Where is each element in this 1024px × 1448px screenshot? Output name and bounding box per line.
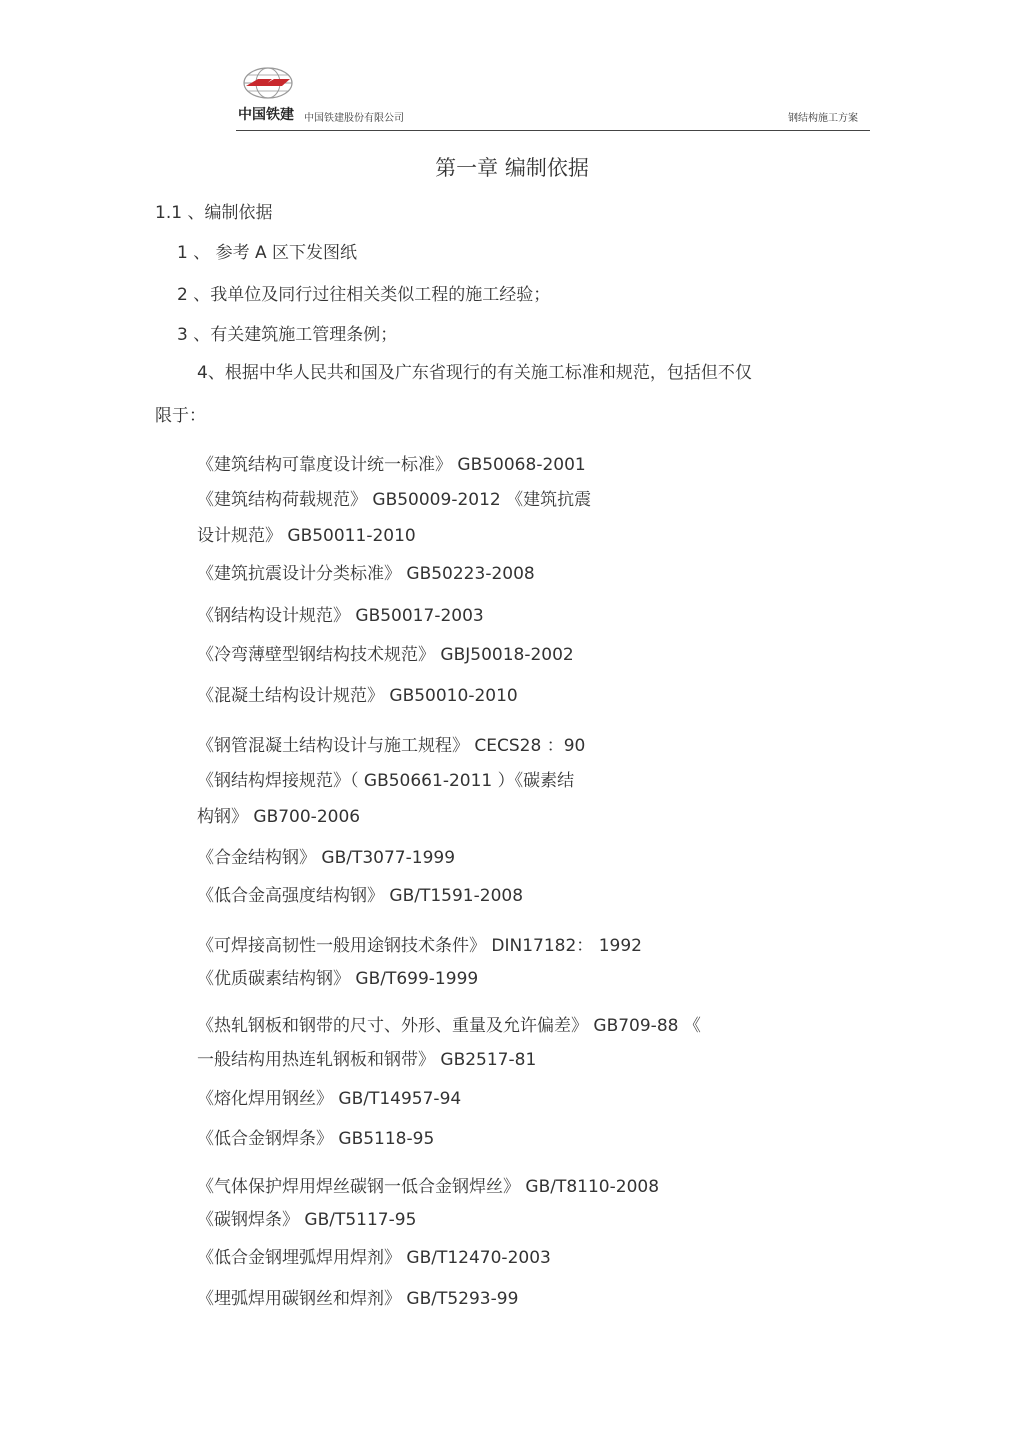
document-title: 钢结构施工方案 xyxy=(788,113,858,124)
standard-line: 《低合金高强度结构钢》 GB/T1591-2008 xyxy=(197,886,524,906)
standard-line: 《合金结构钢》 GB/T3077-1999 xyxy=(197,848,456,868)
chapter-title: 第一章 编制依据 xyxy=(435,156,589,180)
standard-line: 《熔化焊用钢丝》 GB/T14957-94 xyxy=(197,1089,462,1109)
list-item: 1 、 参考 A 区下发图纸 xyxy=(177,243,358,263)
standard-line: 《埋弧焊用碳钢丝和焊剂》 GB/T5293-99 xyxy=(197,1289,519,1309)
standard-line: 《低合金钢焊条》 GB5118-95 xyxy=(197,1129,435,1149)
standard-line: 构钢》 GB700-2006 xyxy=(197,807,361,827)
list-item: 4、根据中华人民共和国及广东省现行的有关施工标准和规范，包括但不仅 xyxy=(197,363,752,383)
logo-text: 中国铁建 xyxy=(238,107,294,123)
crcc-logo xyxy=(236,66,300,122)
crcc-globe-icon xyxy=(242,66,294,100)
list-item: 2 、我单位及同行过往相关类似工程的施工经验； xyxy=(177,285,551,305)
standard-line: 《冷弯薄壁型钢结构技术规范》 GBJ50018-2002 xyxy=(197,645,574,665)
standard-line: 《建筑结构荷载规范》 GB50009-2012 《建筑抗震 xyxy=(197,490,592,510)
standard-line: 《气体保护焊用焊丝碳钢一低合金钢焊丝》 GB/T8110-2008 xyxy=(197,1177,660,1197)
page-header xyxy=(236,62,870,131)
standard-line: 《混凝土结构设计规范》 GB50010-2010 xyxy=(197,686,518,706)
standard-line: 《钢管混凝土结构设计与施工规程》 CECS28 ：90 xyxy=(197,736,586,756)
standard-line: 设计规范》 GB50011-2010 xyxy=(197,526,416,546)
standard-line: 《低合金钢埋弧焊用焊剂》 GB/T12470-2003 xyxy=(197,1248,551,1268)
company-name: 中国铁建股份有限公司 xyxy=(304,113,404,124)
standard-line: 一般结构用热连轧钢板和钢带》 GB2517-81 xyxy=(197,1050,537,1070)
list-item: 限于： xyxy=(155,406,206,426)
standard-line: 《钢结构焊接规范》（ GB50661-2011 ）《碳素结 xyxy=(197,771,575,791)
standard-line: 《建筑抗震设计分类标准》 GB50223-2008 xyxy=(197,564,535,584)
standard-line: 《可焊接高韧性一般用途钢技术条件》 DIN17182： 1992 xyxy=(197,936,642,956)
standard-line: 《碳钢焊条》 GB/T5117-95 xyxy=(197,1210,417,1230)
standard-line: 《建筑结构可靠度设计统一标准》 GB50068-2001 xyxy=(197,455,586,475)
standard-line: 《优质碳素结构钢》 GB/T699-1999 xyxy=(197,969,479,989)
section-heading: 1.1 、编制依据 xyxy=(155,203,273,223)
standard-line: 《热轧钢板和钢带的尺寸、外形、重量及允许偏差》 GB709-88 《 xyxy=(197,1016,701,1036)
list-item: 3 、有关建筑施工管理条例； xyxy=(177,325,398,345)
standard-line: 《钢结构设计规范》 GB50017-2003 xyxy=(197,606,484,626)
